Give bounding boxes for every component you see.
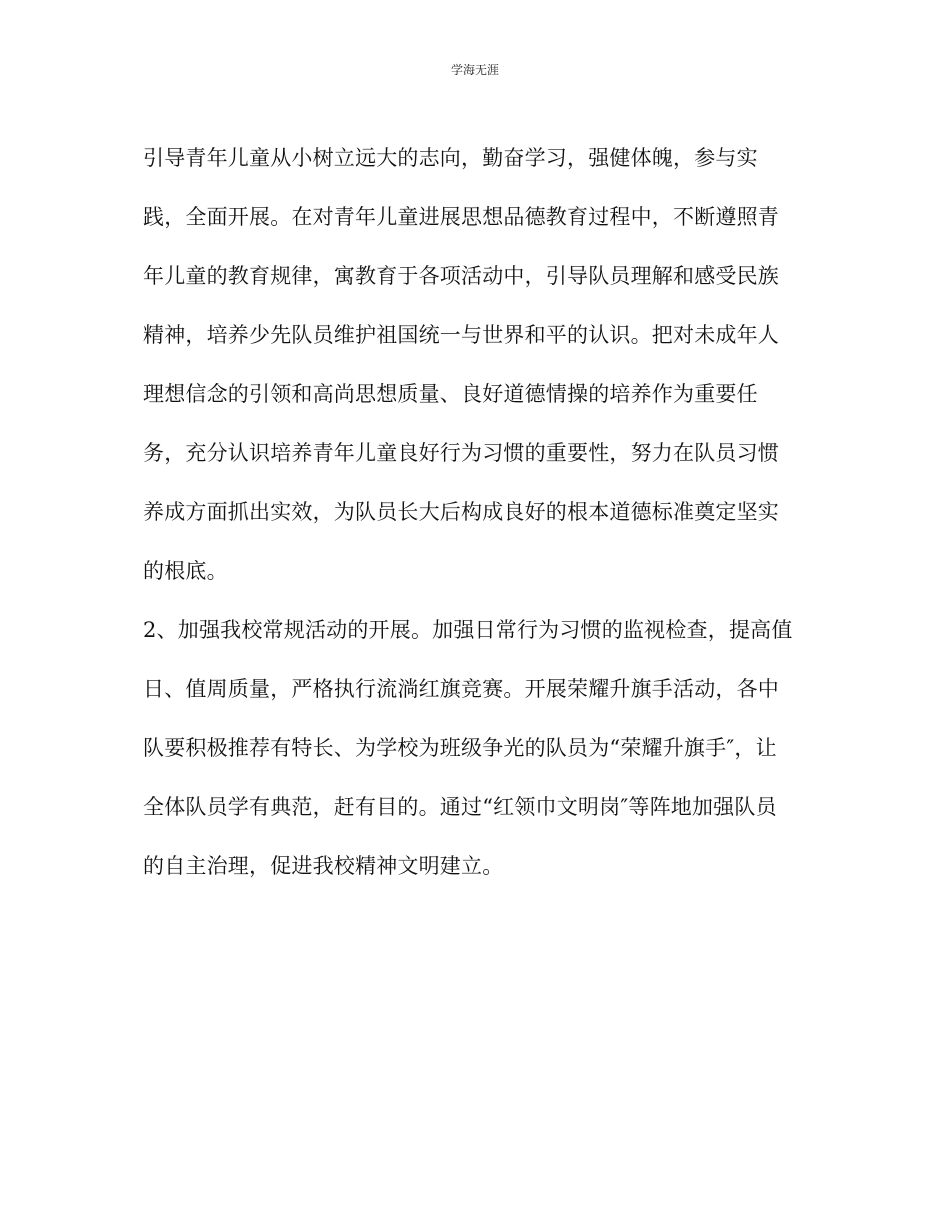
text-line: 精神，培养少先队员维护祖国统一与世界和平的认识。把对未成年人 bbox=[143, 323, 779, 347]
text-line: 年儿童的教育规律，寓教育于各项活动中，引导队员理解和感受民族 bbox=[143, 264, 779, 288]
text-line: 践，全面开展。在对青年儿童进展思想品德教育过程中，不断遵照青 bbox=[143, 205, 779, 229]
text-line: 全体队员学有典范，赶有目的。通过“红领巾文明岗″等阵地加强队员 bbox=[143, 795, 777, 819]
text-line: 日、值周质量，严格执行流淌红旗竞赛。开展荣耀升旗手活动，各中 bbox=[143, 677, 779, 701]
text-line: 养成方面抓出实效，为队员长大后构成良好的根本道德标准奠定坚实 bbox=[143, 500, 779, 524]
page-header: 学海无涯 bbox=[450, 63, 499, 77]
text-line: 务，充分认识培养青年儿童良好行为习惯的重要性，努力在队员习惯 bbox=[143, 441, 779, 465]
text-line: 2、加强我校常规活动的开展。加强日常行为习惯的监视检查，提高值 bbox=[143, 618, 793, 642]
text-line: 引导青年儿童从小树立远大的志向，勤奋学习，强健体魄，参与实 bbox=[143, 146, 758, 170]
text-line: 队要积极推荐有特长、为学校为班级争光的队员为“荣耀升旗手″，让 bbox=[143, 736, 777, 760]
body-text bbox=[143, 140, 823, 907]
text-line: 的根底。 bbox=[143, 559, 228, 583]
text-line: 理想信念的引领和高尚思想质量、良好道德情操的培养作为重要任 bbox=[143, 382, 758, 406]
text-line: 的自主治理，促进我校精神文明建立。 bbox=[143, 854, 504, 878]
